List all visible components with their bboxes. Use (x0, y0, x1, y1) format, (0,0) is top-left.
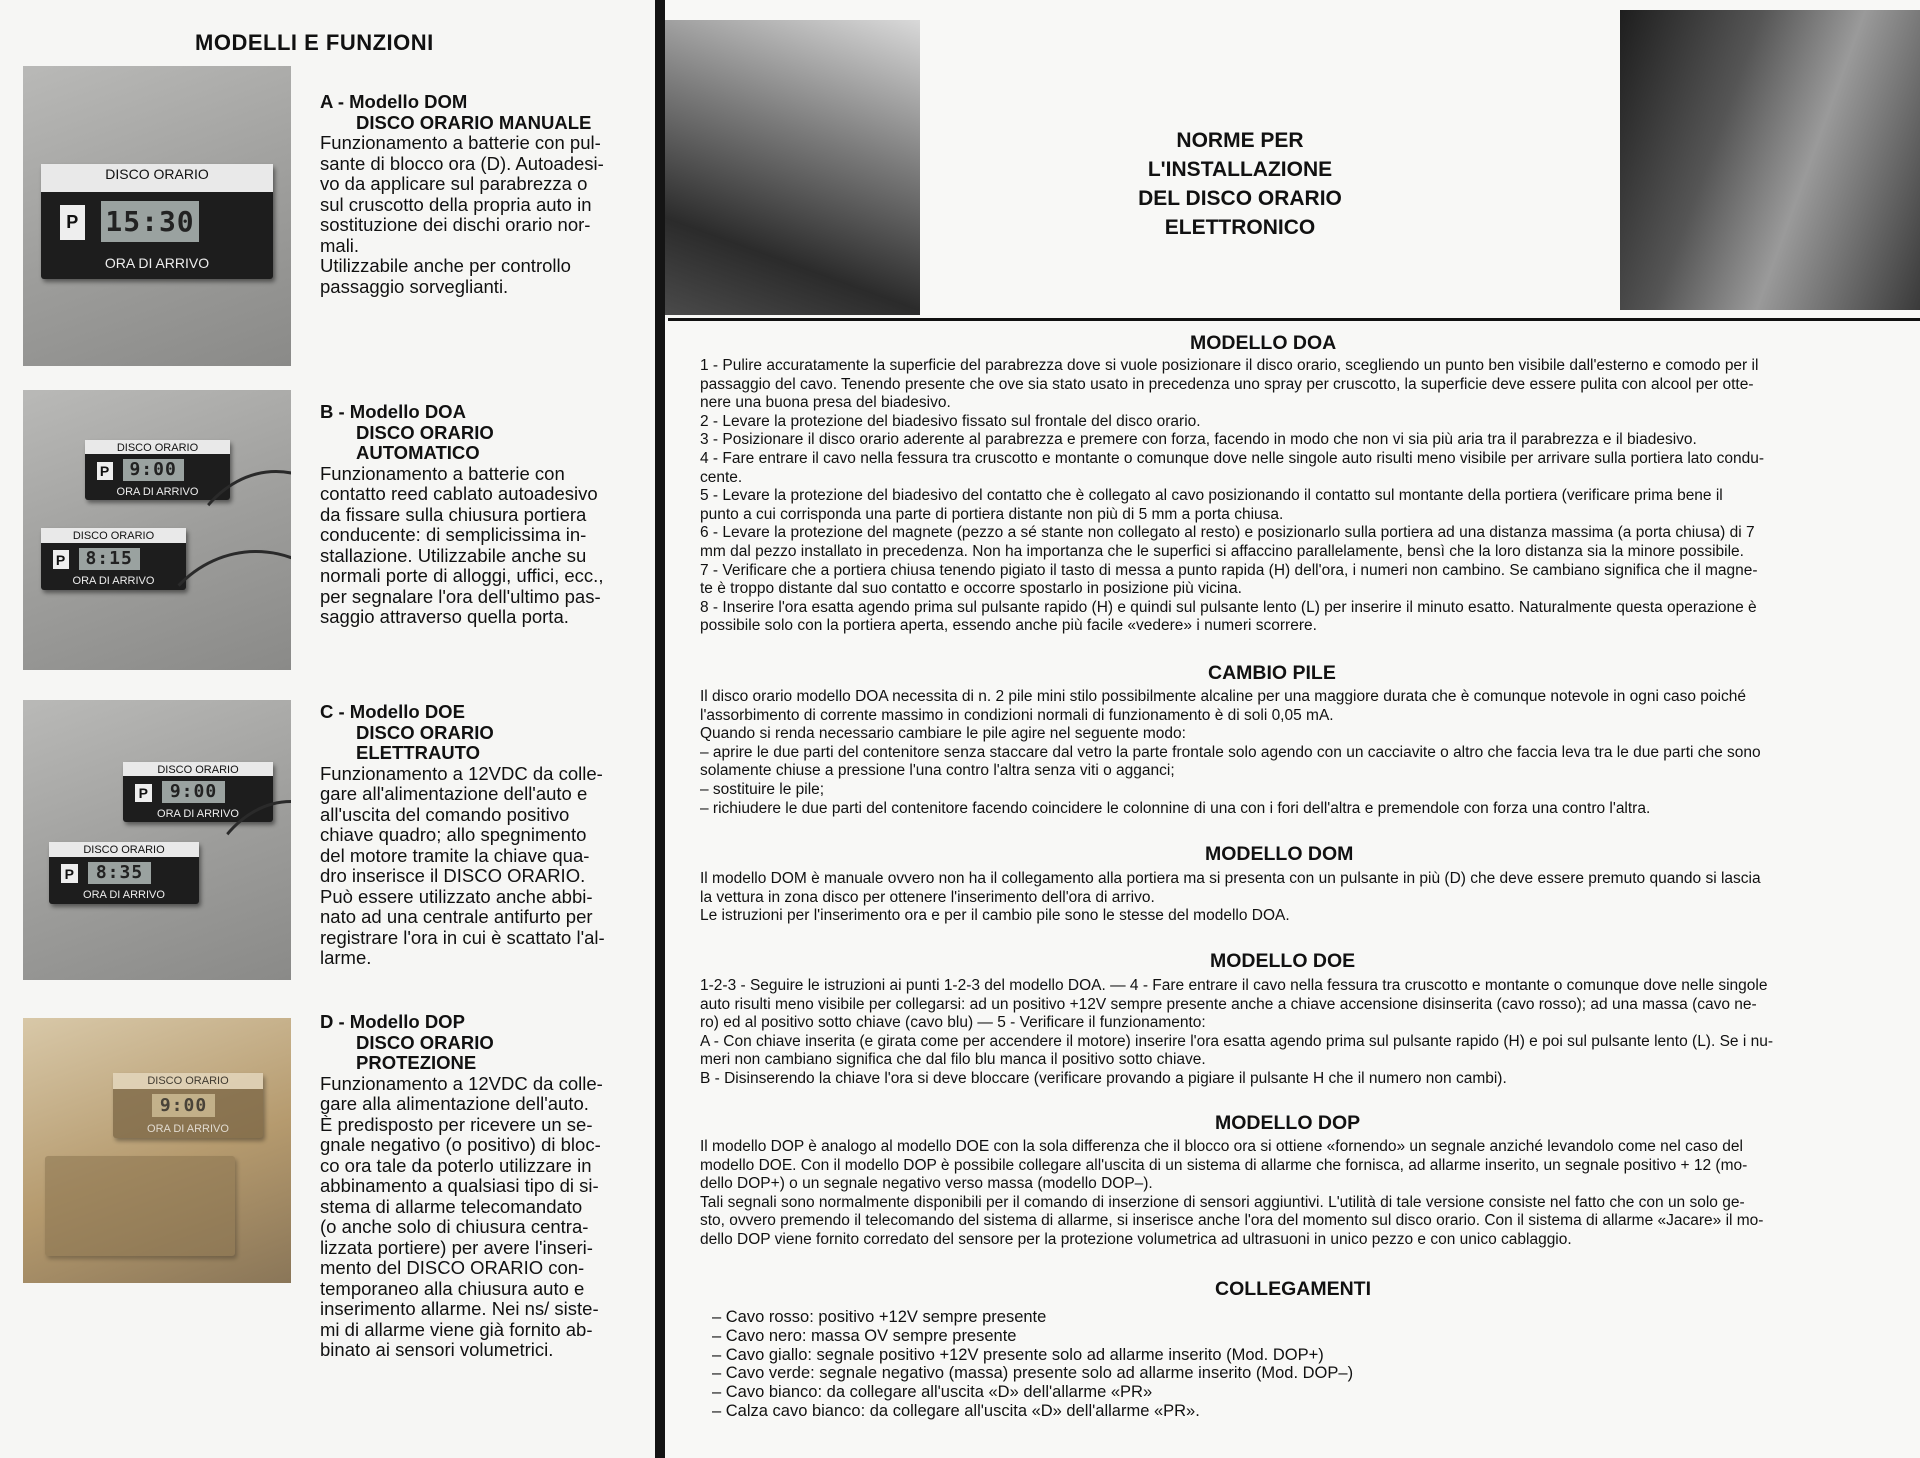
photo-model-doe (23, 700, 291, 980)
disco-orario-device (113, 1073, 263, 1138)
model-b-line: saggio attraverso quella porta. (320, 606, 569, 627)
model-c-line: Funzionamento a 12VDC da colle- (320, 762, 603, 784)
section-dop-text (700, 1138, 1900, 1250)
model-d-block (320, 1012, 625, 1361)
model-c-line: chiave quadro; allo spegnimento (320, 824, 587, 845)
lcd-display: 15:30 (101, 201, 198, 242)
device-bottom-label: ORA DI ARRIVO (104, 254, 210, 271)
model-c-line: del motore tramite la chiave qua- (320, 844, 590, 866)
lcd-display: 9:00 (152, 1094, 215, 1117)
text-line: B - Disinserendo la chiave l'ora si deve bloccare (verificare provando a pigiare il pulsante H che il numero non cambi). (700, 1069, 1507, 1087)
lcd-display: 9:00 (123, 459, 184, 481)
model-a-line: sul cruscotto della propria auto in (320, 193, 592, 215)
model-c-line: nato ad una centrale antifurto per (320, 906, 593, 927)
lcd-display: 8:15 (79, 548, 140, 570)
list-item: – Cavo rosso: positivo +12V sempre presente (712, 1308, 1047, 1326)
section-doe-text (700, 977, 1900, 1089)
model-c-line: all'uscita del comando positivo (320, 803, 570, 825)
model-b-line: da fissare sulla chiusura portiera (320, 503, 587, 525)
text-line: la vettura in zona disco per ottenere l'inserimento dell'ora di arrivo. (700, 888, 1155, 906)
model-b-line: per segnalare l'ora dell'ultimo pas- (320, 585, 601, 607)
model-d-line: gnale negativo (o positivo) di bloc- (320, 1134, 601, 1155)
title-line: DEL DISCO ORARIO (1138, 187, 1342, 210)
text-line: – sostituire le pile; (700, 780, 825, 798)
text-line: cente. (700, 468, 743, 486)
model-b-title: B - Modello DOA (320, 401, 466, 422)
parking-p-icon: P (135, 784, 152, 802)
section-cambio-pile-text (700, 688, 1900, 818)
device-top-label: DISCO ORARIO (123, 762, 273, 776)
model-a-line: vo da applicare sul parabrezza o (320, 173, 588, 194)
parking-p-icon: P (97, 462, 113, 480)
section-heading-doe: MODELLO DOE (1210, 950, 1356, 972)
text-line: 1 - Pulire accuratamente la superficie del parabrezza dove si vuole posizionare il disco orario, scegliendo un punto ben visibile dall'esterno e comodo per il (700, 357, 1759, 374)
list-item: – Cavo nero: massa OV sempre presente (712, 1326, 1017, 1345)
text-line: auto risulti meno visibile per collegarsi: ad un positivo +12V sempre presente anche a chiave accensione disinserita (cavo rosso); ad una massa (cavo ne- (700, 995, 1757, 1013)
lcd-display: 9:00 (162, 781, 225, 803)
cable (193, 800, 291, 980)
text-line: 4 - Fare entrare il cavo nella fessura tra cruscotto e montante o comunque dove nelle singole auto risulti meno visibile per arrivare sulla portiera lato condu- (700, 449, 1765, 467)
text-line: 1-2-3 - Seguire le istruzioni ai punti 1-2-3 del modello DOA. — 4 - Fare entrare il cavo nella fessura tra cruscotto e montante o comunque dove nelle singole (700, 977, 1768, 994)
section-heading-dom: MODELLO DOM (1205, 843, 1354, 865)
page-heading: MODELLI E FUNZIONI (195, 30, 434, 55)
text-line: modello DOE. Con il modello DOP è possibile collegare all'uscita di un sistema di allarme che fornisca, ad allarme inserito, un segnale positivo + 12 (mo- (700, 1156, 1748, 1174)
model-b-subtitle2: AUTOMATICO (356, 442, 480, 463)
device-bottom-label: ORA DI ARRIVO (116, 485, 199, 498)
model-c-line: larme. (320, 947, 372, 968)
model-c-line: registrare l'ora in cui è scattato l'al- (320, 926, 605, 948)
model-d-line: lizzata portiere) per avere l'inseri- (320, 1236, 593, 1258)
disco-orario-device (45, 1156, 235, 1256)
model-a-line: passaggio sorveglianti. (320, 275, 509, 297)
text-line: Il disco orario modello DOA necessita di n. 2 pile mini stilo possibilmente alcaline per una maggiore durata che è comunque notevole in ogni caso poiché (700, 688, 1746, 705)
model-b-line: Funzionamento a batterie con (320, 462, 565, 484)
model-a-line: sostituzione dei dischi orario nor- (320, 214, 591, 235)
device-bottom-label: ORA DI ARRIVO (83, 889, 165, 902)
text-line: 3 - Posizionare il disco orario aderente al parabrezza e premere con forza, facendo in modo che non vi sia più aria tra il parabrezza e il biadesivo. (700, 431, 1697, 449)
device-top-label: DISCO ORARIO (41, 164, 273, 192)
disco-orario-device (41, 528, 186, 590)
model-c-line: dro inserisce il DISCO ORARIO. (320, 865, 586, 886)
model-d-line: (o anche solo di chiusura centra- (320, 1216, 589, 1237)
text-line: 2 - Levare la protezione del biadesivo fissato sul frontale del disco orario. (700, 412, 1201, 430)
model-d-line: inserimento allarme. Nei ns/ siste- (320, 1298, 599, 1319)
model-c-line: Può essere utilizzato anche abbi- (320, 885, 593, 907)
text-line: Quando si renda necessario cambiare le pile agire nel seguente modo: (700, 725, 1186, 743)
device-bottom-label: ORA DI ARRIVO (147, 1122, 229, 1135)
text-line: meri non cambiano significa che dal filo blu manca il positivo sotto chiave. (700, 1051, 1206, 1069)
model-d-subtitle: DISCO ORARIO (356, 1031, 494, 1053)
model-d-line: mi di allarme viene già fornito ab- (320, 1318, 593, 1340)
model-a-line: mali. (320, 234, 360, 256)
model-d-line: stema di allarme telecomandato (320, 1195, 583, 1217)
text-line: l'assorbimento di corrente massimo in condizioni normali di funzionamento è di soli 0,05 mA. (700, 706, 1334, 724)
section-collegamenti-list (712, 1308, 1412, 1421)
text-line: Tali segnali sono normalmente disponibili per il comando di inserzione di sensori aggiuntivi. L'utilità di tale versione consiste nel fatto che con un solo ge- (700, 1193, 1745, 1211)
section-heading-dop: MODELLO DOP (1215, 1112, 1361, 1134)
list-item: – Cavo bianco: da collegare all'uscita «D» dell'allarme «PR» (712, 1383, 1153, 1402)
model-d-line: temporaneo alla chiusura auto e (320, 1277, 585, 1299)
disco-orario-device (85, 440, 230, 500)
disco-orario-device (41, 164, 273, 279)
model-b-line: normali porte di alloggi, uffici, ecc., (320, 565, 604, 586)
section-dom-text (700, 870, 1900, 926)
photo-model-dom (23, 66, 291, 366)
text-line: punto a cui corrisponda una parte di portiera distante non più di 5 mm a porta chiusa. (700, 505, 1284, 523)
text-line: passaggio del cavo. Tenendo presente che ove sia stato usato in precedenza uno spray per cruscotto, la superficie deve essere pulita con alcool per otte- (700, 375, 1754, 393)
model-b-line: conducente: di semplicissima in- (320, 524, 587, 545)
text-line: 5 - Levare la protezione del biadesivo del contatto che è collegato al cavo posizionando il contatto sul montante della portiera (verificare prima bene il (700, 487, 1723, 505)
model-a-title: A - Modello DOM (320, 91, 468, 112)
text-line: A - Con chiave inserita (e girata come per accendere il motore) inserire l'ora esatta agendo prima sul pulsante rapido (H) e poi sul pulsante lento (L). Se i nu- (700, 1032, 1774, 1050)
section-doa-text (700, 357, 1900, 636)
text-line: Le istruzioni per l'inserimento ora e per il cambio pile sono le stesse del modello DOA. (700, 907, 1290, 925)
text-line: 6 - Levare la protezione del magnete (pezzo a sé stante non collegato al resto) e posizionarlo sulla portiera ad una distanza massima (a porta chiusa) di 7 (700, 524, 1755, 542)
model-d-subtitle2: PROTEZIONE (356, 1052, 477, 1073)
text-line: – aprire le due parti del contenitore senza staccare dal vetro la parte frontale solo agendo con un cacciavite o altro che faccia leva tra le due parti che sono (700, 743, 1761, 761)
parking-p-icon: P (60, 205, 86, 240)
model-b-line: stallazione. Utilizzabile anche su (320, 544, 587, 566)
model-a-line: Funzionamento a batterie con pul- (320, 132, 601, 153)
parking-p-icon: P (53, 550, 69, 569)
text-line: 7 - Verificare che a portiera chiusa tenendo pigiato il tasto di messa a punto rapida (H) dell'ora, i numeri non cambino. Se cambiano significa che il magne- (700, 561, 1758, 579)
text-line: dello DOP+) o un segnale negativo verso massa (modello DOP–). (700, 1175, 1153, 1193)
title-line: ELETTRONICO (1164, 216, 1316, 239)
model-b-line: contatto reed cablato autoadesivo (320, 483, 598, 504)
device-top-label: DISCO ORARIO (41, 528, 186, 543)
model-d-line: binato ai sensori volumetrici. (320, 1339, 554, 1360)
section-heading-cambio-pile: CAMBIO PILE (1208, 662, 1336, 684)
section-heading-doa: MODELLO DOA (1190, 332, 1337, 354)
text-line: nere una buona presa del biadesivo. (700, 394, 951, 412)
model-c-title: C - Modello DOE (320, 701, 465, 722)
text-line: solamente chiuse a pressione l'una contro l'altra senza viti o agganci; (700, 762, 1175, 780)
device-top-label: DISCO ORARIO (85, 440, 230, 454)
text-line: mm dal pezzo installato in precedenza. Non ha importanza che le superfici si affaccino parallelamente, bensì che la loro distanza sia la minore possibile. (700, 542, 1744, 560)
model-c-block (320, 702, 625, 969)
list-item: – Calza cavo bianco: da collegare all'uscita «D» dell'allarme «PR». (712, 1401, 1200, 1420)
disco-orario-device (49, 842, 199, 904)
device-bottom-label: ORA DI ARRIVO (72, 575, 155, 588)
installation-title (1090, 126, 1390, 242)
model-b-block (320, 402, 625, 628)
text-line: dello DOP viene fornito corredato del sensore per la protezione volumetrica ad ultrasuoni in unico pezzo e con unico cablaggio. (700, 1230, 1572, 1248)
model-a-subtitle: DISCO ORARIO MANUALE (356, 111, 592, 133)
model-a-block (320, 92, 625, 297)
model-a-line: sante di blocco ora (D). Autoadesi- (320, 152, 604, 174)
model-d-line: mento del DISCO ORARIO con- (320, 1257, 585, 1278)
model-d-line: È predisposto per ricevere un se- (320, 1113, 593, 1135)
title-line: NORME PER L'INSTALLAZIONE (1147, 129, 1333, 181)
car-door-photo (1620, 10, 1920, 310)
model-c-subtitle2: ELETTRAUTO (356, 742, 481, 763)
device-top-label: DISCO ORARIO (49, 842, 199, 857)
list-item: – Cavo verde: segnale negativo (massa) presente solo ad allarme inserito (Mod. DOP–) (712, 1364, 1354, 1383)
device-bottom-label: ORA DI ARRIVO (157, 807, 239, 820)
text-line: 8 - Inserire l'ora esatta agendo prima sul pulsante rapido (H) e quindi sul pulsante lento (L) per inserire il minuto esatto. Naturalmente questa operazione è (700, 598, 1757, 616)
model-a-line: Utilizzabile anche per controllo (320, 255, 571, 276)
model-c-line: gare all'alimentazione dell'auto e (320, 783, 588, 804)
lcd-display: 8:35 (88, 862, 151, 884)
text-line: possibile solo con la portiera aperta, essendo anche più facile «vedere» i numeri scorrere. (700, 617, 1317, 635)
parking-p-icon: P (61, 864, 78, 883)
text-line: ro) ed al positivo sotto chiave (cavo blu) — 5 - Verificare il funzionamento: (700, 1014, 1206, 1032)
device-top-label: DISCO ORARIO (113, 1073, 263, 1089)
model-d-line: gare alla alimentazione dell'auto. (320, 1093, 589, 1114)
photo-model-dop (23, 1018, 291, 1283)
list-item: – Cavo giallo: segnale positivo +12V presente solo ad allarme inserito (Mod. DOP+) (712, 1345, 1324, 1364)
text-line: sto, ovvero premendo il telecomando del sistema di allarme, si inserisce anche l'ora del momento sul disco orario. Con il sistema di allarme «Jacare» il mo- (700, 1212, 1764, 1230)
model-d-line: abbinamento a qualsiasi tipo di si- (320, 1175, 599, 1196)
section-heading-collegamenti: COLLEGAMENTI (1215, 1278, 1371, 1300)
model-b-subtitle: DISCO ORARIO (356, 421, 494, 443)
model-d-line: Funzionamento a 12VDC da colle- (320, 1072, 603, 1094)
model-c-subtitle: DISCO ORARIO (356, 721, 494, 743)
photo-model-doa (23, 390, 291, 670)
model-d-line: co ora tale da poterlo utilizzare in (320, 1154, 592, 1176)
model-d-title: D - Modello DOP (320, 1011, 465, 1032)
text-line: – richiudere le due parti del contenitore facendo coincidere le colonnine di una con i fori dell'altra e premendole con forza una contro l'altra. (700, 799, 1651, 817)
section-divider (668, 318, 1920, 321)
text-line: Il modello DOM è manuale ovvero non ha il collegamento alla portiera ma si presenta con un pulsante in più (D) che deve essere premuto quando si lascia (700, 870, 1761, 887)
windshield-photo (665, 20, 920, 315)
text-line: te è troppo distante dal suo contatto e occorre spostarlo in posizione più vicina. (700, 580, 1242, 598)
text-line: Il modello DOP è analogo al modello DOE con la sola differenza che il blocco ora si ottiene «fornendo» un segnale anziché levandolo come nel caso del (700, 1138, 1743, 1155)
